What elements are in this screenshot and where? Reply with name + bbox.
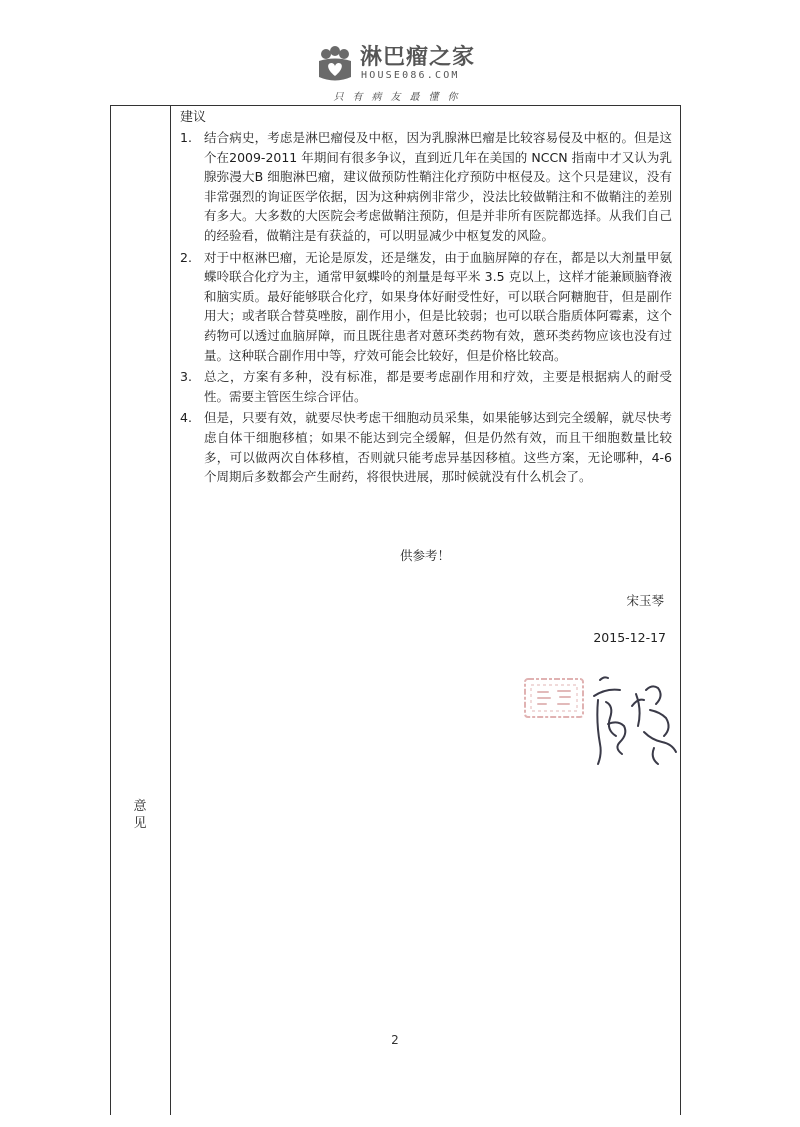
section-title: 建议: [180, 110, 207, 125]
closing-remark: 供参考！: [399, 548, 450, 563]
advice-item: [180, 128, 672, 246]
handwritten-signature: [586, 670, 682, 770]
advice-number: 3.: [180, 369, 192, 385]
advice-item: [180, 248, 672, 366]
advice-item: [180, 367, 672, 406]
document-header: [0, 38, 800, 103]
faded-stamp: [522, 676, 586, 720]
advice-text: 结合病史，考虑是淋巴瘤侵及中枢，因为乳腺淋巴瘤是比较容易侵及中枢的。但是这个在2009-2011 年期间有很多争议，直到近几年在美国的 NCCN 指南中才又认为乳腺弥漫大B 细胞淋巴瘤，建议做预防性鞘注化疗预防中枢侵及。这个只是建议，没有非常强烈的询证医学依据，因为这种病例非常少，没法比较做鞘注和不做鞘注的差别有多大。大多数的大医院会考虑做鞘注预防，但是并非所有医院都选择。从我们自己的经验看，做鞘注是有获益的，可以明显减少中枢复发的风险。: [204, 130, 672, 243]
table-column-divider: [170, 105, 171, 1115]
advice-text: 对于中枢淋巴瘤，无论是原发，还是继发，由于血脑屏障的存在，都是以大剂量甲氨蝶呤联合化疗为主，通常甲氨蝶呤的剂量是每平米 3.5 克以上，这样才能兼顾脑脊液和脑实质。最好能够联合化疗，如果身体好耐受性好，可以联合阿糖胞苷，但是副作用大；或者联合替莫唑胺，副作用小，但是比较弱；也可以联合脂质体阿霉素，这个药物可以透过血脑屏障，而且既往患者对蒽环类药物有效，蒽环类药物应该也没有过量。这种联合副作用中等，疗效可能会比较好，但是价格比较高。: [204, 249, 672, 363]
logo-heart-icon: [313, 44, 357, 88]
advice-number: 2.: [180, 249, 192, 265]
advice-number: 4.: [180, 410, 192, 426]
advice-item: [180, 408, 672, 486]
author-name: 宋玉琴: [626, 593, 664, 608]
brand-name: 淋巴瘤之家: [360, 45, 476, 70]
brand-slogan: 只有病友最懂你: [333, 92, 467, 103]
advice-number: 1.: [180, 130, 192, 145]
advice-text: 但是，只要有效，就要尽快考虑干细胞动员采集，如果能够达到完全缓解，就尽快考虑自体干细胞移植；如果不能达到完全缓解，但是仍然有效，而且干细胞数量比较多，可以做两次自体移植，否则就只能考虑异基因移植。这些方案，无论哪种，4-6 个周期后多数都会产生耐药，将很快进展，那时候就没有什么机会了。: [204, 410, 672, 485]
table-right-border: [680, 105, 681, 1115]
advice-list: [180, 128, 672, 489]
document-date: 2015-12-17: [593, 630, 666, 645]
advice-text: 总之，方案有多种，没有标准，都是要考虑副作用和疗效，主要是根据病人的耐受性。需要主管医生综合评估。: [204, 369, 672, 404]
page-number: 2: [391, 1033, 399, 1047]
table-top-border: [110, 105, 681, 106]
brand-url: HOUSE086.COM: [361, 70, 460, 81]
opinion-label: 意见: [133, 799, 147, 831]
table-left-border: [110, 105, 111, 1115]
